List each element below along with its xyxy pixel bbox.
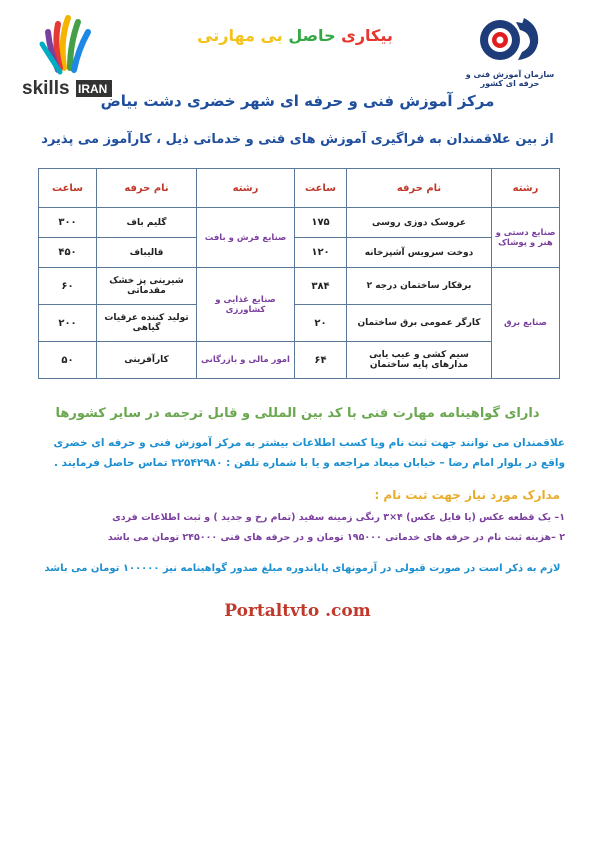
table-row (39, 208, 560, 238)
tvto-logo (478, 12, 540, 68)
header-hours: ساعت (295, 169, 347, 208)
field-cell: صنایع برق (492, 268, 560, 379)
document-item: ۲ –هزینه ثبت نام در حرفه های خدماتی ۱۹۵۰۰۰ تومان و در حرفه های فنی ۲۴۵۰۰۰ تومان می باشد (107, 532, 565, 543)
contact-info: علاقمندان می توانند جهت ثبت نام ویا کسب اطلاعات بیشتر به مرکز آموزش فنی و حرفه ای خضری واقع در بلوار امام رضا – خیابان میعاد مراجعه و یا با شماره تلفن : ۳۲۵۴۲۹۸۰ تماس حاصل فرمایند . (53, 437, 565, 469)
center-title: مرکز آموزش فنی و حرفه ای شهر خضری دشت بیاض (100, 92, 495, 110)
hours-cell: ۳۸۴ (295, 268, 347, 305)
website-link[interactable]: Portaltvto .com (224, 601, 371, 621)
trade-cell: گلیم باف (97, 208, 197, 238)
required-documents-title: مدارک مورد نیاز جهت ثبت نام : (374, 488, 560, 502)
organization-name: سازمان آموزش فنی و حرفه ای کشور (465, 70, 555, 88)
trade-cell: شیرینی پز خشک مقدماتی (97, 268, 197, 305)
hours-cell: ۱۷۵ (295, 208, 347, 238)
slogan-word-result: حاصل (288, 26, 336, 45)
trade-cell: قالیباف (97, 238, 197, 268)
slogan-word-unskilled: بی مهارتی (197, 26, 283, 45)
field-cell: صنایع دستی و هنر و پوشاک (492, 208, 560, 268)
hours-cell: ۵۰ (39, 342, 97, 379)
header-trade: نام حرفه (97, 169, 197, 208)
hours-cell: ۶۴ (295, 342, 347, 379)
document-item: ۱– یک قطعه عکس (یا فایل عکس) ۴×۳ رنگی زمینه سفید (تمام رخ و جدید ) و ثبت اطلاعات فردی (112, 512, 565, 523)
field-cell: صنایع غذایی و کشاورزی (197, 268, 295, 342)
field-cell: صنایع فرش و بافت (197, 208, 295, 268)
table-row (39, 268, 560, 305)
trade-cell: برقکار ساختمان درجه ۲ (347, 268, 492, 305)
hours-cell: ۲۰۰ (39, 305, 97, 342)
slogan-word-unemployment: بیکاری (341, 26, 393, 45)
slogan (170, 26, 420, 45)
table-header-row (39, 169, 560, 208)
skills-iran-logo (20, 10, 115, 100)
hours-cell: ۲۰ (295, 305, 347, 342)
trade-cell: عروسک دوزی روسی (347, 208, 492, 238)
hours-cell: ۳۰۰ (39, 208, 97, 238)
course-table (38, 168, 560, 379)
trade-cell: تولید کننده عرقیات گیاهی (97, 305, 197, 342)
header-field: رشته (197, 169, 295, 208)
trade-cell: سیم کشی و عیب یابی مدارهای پایه ساختمان (347, 342, 492, 379)
hours-cell: ۱۲۰ (295, 238, 347, 268)
header-hours: ساعت (39, 169, 97, 208)
intro-text: از بین علاقمندان به فراگیری آموزش های فنی و خدماتی ذیل ، کارآموز می پذیرد (41, 132, 554, 147)
table-row (39, 238, 560, 268)
field-cell: امور مالی و بازرگانی (197, 342, 295, 379)
hours-cell: ۴۵۰ (39, 238, 97, 268)
trade-cell: دوخت سرویس آشپزخانه (347, 238, 492, 268)
certificate-text: دارای گواهینامه مهارت فنی با کد بین المللی و قابل ترجمه در سایر کشورها (55, 406, 540, 421)
skills-word: skills (22, 78, 70, 99)
trade-cell: کارگر عمومی برق ساختمان (347, 305, 492, 342)
certificate-fee-note: لازم به ذکر است در صورت قبولی در آزمونهای پایاندوره مبلغ صدور گواهینامه نیز ۱۰۰۰۰۰ تومان می باشد (44, 563, 561, 574)
hours-cell: ۶۰ (39, 268, 97, 305)
table-row (39, 342, 560, 379)
trade-cell: کارآفرینی (97, 342, 197, 379)
iran-word: IRAN (78, 82, 108, 96)
table-row (39, 305, 560, 342)
header-field: رشته (492, 169, 560, 208)
header-trade: نام حرفه (347, 169, 492, 208)
